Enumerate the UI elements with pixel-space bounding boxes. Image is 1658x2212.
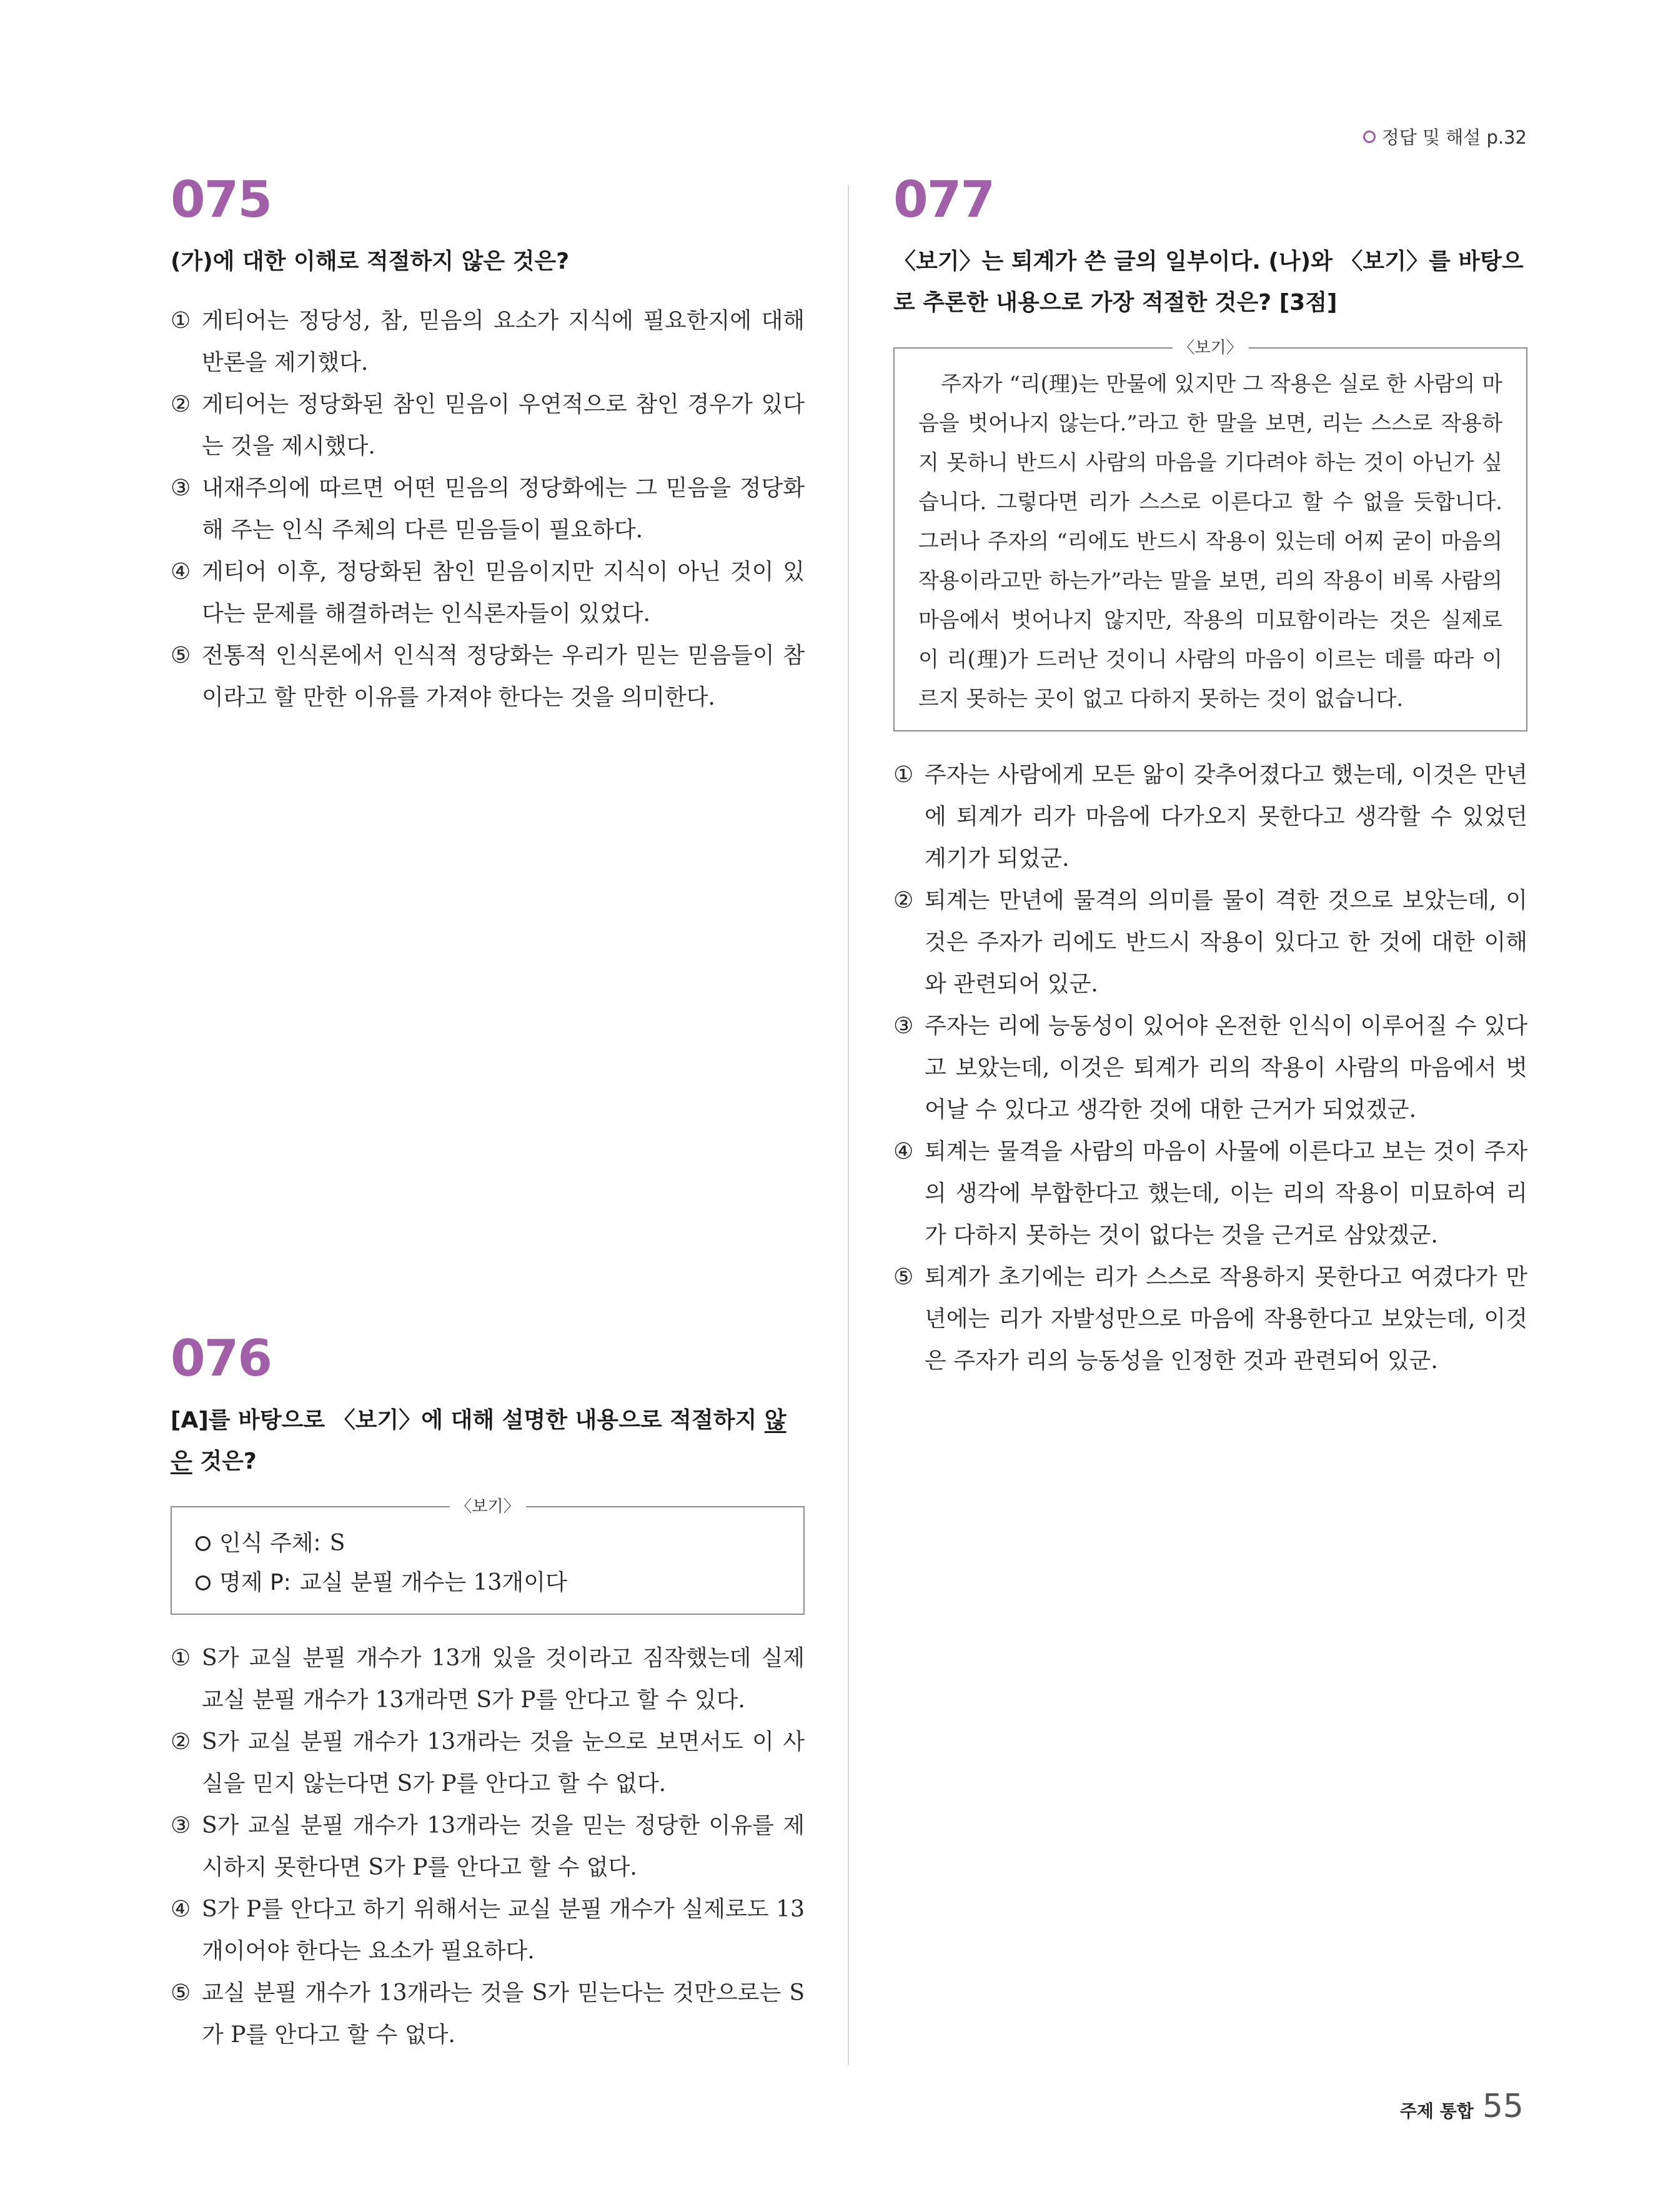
bogi-item-value: S <box>329 1530 345 1556</box>
option-5[interactable] <box>171 1972 805 2056</box>
option-mark: ⑤ <box>171 1980 191 2006</box>
option-text: 퇴계는 만년에 물격의 의미를 물이 격한 것으로 보았는데, 이것은 주자가 리에도 반드시 작용이 있다고 한 것에 대한 이해와 관련되어 있군. <box>925 888 1527 997</box>
bogi-item-label: 인식 주체: <box>219 1530 321 1556</box>
option-5[interactable] <box>893 1256 1527 1382</box>
question-text: 〈보기〉는 퇴계가 쓴 글의 일부이다. (나)와 〈보기〉를 바탕으로 추론한 내용으로 가장 적절한 것은? [3점] <box>893 249 1524 315</box>
option-text: 게티어 이후, 정당화된 참인 믿음이지만 지식이 아닌 것이 있다는 문제를 해결하려는 인식론자들이 있었다. <box>202 559 805 627</box>
option-mark: ⑤ <box>171 643 191 668</box>
option-mark: ① <box>893 762 914 788</box>
option-4[interactable] <box>171 1888 805 1972</box>
bogi-box <box>893 339 1527 732</box>
option-mark: ③ <box>171 1813 191 1838</box>
question-text-part: 것은? <box>192 1449 257 1474</box>
question-text <box>171 1400 805 1482</box>
option-text: 교실 분필 개수가 13개라는 것을 S가 믿는다는 것만으로는 S가 P를 안다고 할 수 없다. <box>202 1980 805 2048</box>
circle-bullet-icon <box>196 1575 211 1590</box>
option-mark: ④ <box>893 1139 914 1164</box>
option-4[interactable] <box>893 1131 1527 1256</box>
option-mark: ① <box>171 1645 191 1671</box>
question-text-part: [A]를 바탕으로 〈보기〉에 대해 설명한 내용으로 적절하지 <box>171 1407 765 1433</box>
option-text: 퇴계가 초기에는 리가 스스로 작용하지 못한다고 여겼다가 만년에는 리가 자발성만으로 마음에 작용한다고 보았는데, 이것은 주자가 리의 능동성을 인정한 것과 관련되어 있군. <box>925 1264 1527 1374</box>
question-text: (가)에 대한 이해로 적절하지 않은 것은? <box>171 249 570 274</box>
bogi-item <box>196 1563 780 1602</box>
option-text: 주자는 사람에게 모든 앎이 갖추어졌다고 했는데, 이것은 만년에 퇴계가 리가 마음에 다가오지 못한다고 생각할 수 있었던 계기가 되었군. <box>925 762 1527 871</box>
question-077 <box>893 171 1527 1382</box>
answer-reference <box>1363 124 1527 149</box>
option-2[interactable] <box>171 384 805 467</box>
option-1[interactable] <box>171 300 805 384</box>
page-number: 55 <box>1482 2088 1524 2125</box>
circle-bullet-icon <box>1363 131 1376 143</box>
option-1[interactable] <box>893 754 1527 880</box>
option-2[interactable] <box>171 1721 805 1805</box>
option-mark: ② <box>171 392 191 417</box>
option-mark: ⑤ <box>893 1264 914 1290</box>
option-text: S가 교실 분필 개수가 13개라는 것을 믿는 정당한 이유를 제시하지 못한다면 S가 P를 안다고 할 수 없다. <box>202 1813 805 1880</box>
option-mark: ③ <box>171 475 191 501</box>
option-text: S가 교실 분필 개수가 13개 있을 것이라고 짐작했는데 실제 교실 분필 개수가 13개라면 S가 P를 안다고 할 수 있다. <box>202 1645 805 1713</box>
option-text: S가 교실 분필 개수가 13개라는 것을 눈으로 보면서도 이 사실을 믿지 않는다면 S가 P를 안다고 할 수 없다. <box>202 1729 805 1797</box>
question-number: 076 <box>171 1329 271 1387</box>
option-3[interactable] <box>171 467 805 551</box>
option-4[interactable] <box>171 551 805 635</box>
bogi-label: 〈보기〉 <box>1172 336 1248 360</box>
left-column <box>171 171 805 2048</box>
underlined-word: 않은 <box>171 1407 787 1474</box>
option-mark: ① <box>171 308 191 334</box>
option-list <box>893 754 1527 1382</box>
option-list <box>171 300 805 718</box>
bogi-label: 〈보기〉 <box>449 1495 525 1519</box>
option-text: 내재주의에 따르면 어떤 믿음의 정당화에는 그 믿음을 정당화해 주는 인식 주체의 다른 믿음들이 필요하다. <box>202 475 805 543</box>
option-1[interactable] <box>171 1637 805 1721</box>
option-mark: ② <box>171 1729 191 1755</box>
option-3[interactable] <box>893 1005 1527 1131</box>
question-number: 077 <box>893 171 994 229</box>
column-divider <box>848 185 849 2065</box>
option-mark: ③ <box>893 1013 914 1039</box>
question-075 <box>171 171 805 718</box>
option-text: 게티어는 정당성, 참, 믿음의 요소가 지식에 필요한지에 대해 반론을 제기했다. <box>202 308 805 375</box>
question-number: 075 <box>171 171 271 229</box>
circle-bullet-icon <box>196 1536 211 1551</box>
bogi-item <box>196 1524 780 1563</box>
option-2[interactable] <box>893 880 1527 1005</box>
answer-reference-text: 정답 및 해설 p.32 <box>1381 127 1527 148</box>
section-title: 주제 통합 <box>1399 2101 1474 2121</box>
bogi-item-value: 교실 분필 개수는 13개이다 <box>299 1570 567 1595</box>
option-text: 전통적 인식론에서 인식적 정당화는 우리가 믿는 믿음들이 참이라고 할 만한 이유를 가져야 한다는 것을 의미한다. <box>202 643 805 710</box>
bogi-passage: 주자가 “리(理)는 만물에 있지만 그 작용은 실로 한 사람의 마음을 벗어나지 않는다.”라고 한 말을 보면, 리는 스스로 작용하지 못하니 반드시 사람의 마음을 기다려야 하는 것이 아닌가 싶습니다. 그렇다면 리가 스스로 이른다고 할 수 없을 듯합니다. 그러나 주자의 “리에도 반드시 작용이 있는데 어찌 굳이 마음의 작용이라고만 하는가”라는 말을 보면, 리의 작용이 비록 사람의 마음에서 벗어나지 않지만, 작용의 미묘함이라는 것은 실제로 이 리(理)가 드러난 것이니 사람의 마음이 이르는 데를 따라 이르지 못하는 곳이 없고 다하지 못하는 것이 없습니다. <box>918 372 1502 712</box>
option-text: 게티어는 정당화된 참인 믿음이 우연적으로 참인 경우가 있다는 것을 제시했다. <box>202 392 805 459</box>
option-text: 퇴계는 물격을 사람의 마음이 사물에 이른다고 보는 것이 주자의 생각에 부합한다고 했는데, 이는 리의 작용이 미묘하여 리가 다하지 못하는 것이 없다는 것을 근거로 삼았겠군. <box>925 1139 1527 1248</box>
option-mark: ④ <box>171 1897 191 1922</box>
option-3[interactable] <box>171 1805 805 1888</box>
question-076 <box>171 1329 805 2056</box>
option-5[interactable] <box>171 635 805 718</box>
bogi-item-label: 명제 P: <box>219 1570 291 1595</box>
option-mark: ④ <box>171 559 191 585</box>
option-text: 주자는 리에 능동성이 있어야 온전한 인식이 이루어질 수 있다고 보았는데, 이것은 퇴계가 리의 작용이 사람의 마음에서 벗어날 수 있다고 생각한 것에 대한 근거가 되었겠군. <box>925 1013 1527 1123</box>
option-list <box>171 1637 805 2056</box>
option-mark: ② <box>893 888 914 913</box>
option-text: S가 P를 안다고 하기 위해서는 교실 분필 개수가 실제로도 13개이어야 한다는 요소가 필요하다. <box>202 1897 805 1964</box>
right-column <box>893 171 1527 1382</box>
bogi-box <box>171 1497 805 1615</box>
page-footer <box>1400 2088 1524 2125</box>
